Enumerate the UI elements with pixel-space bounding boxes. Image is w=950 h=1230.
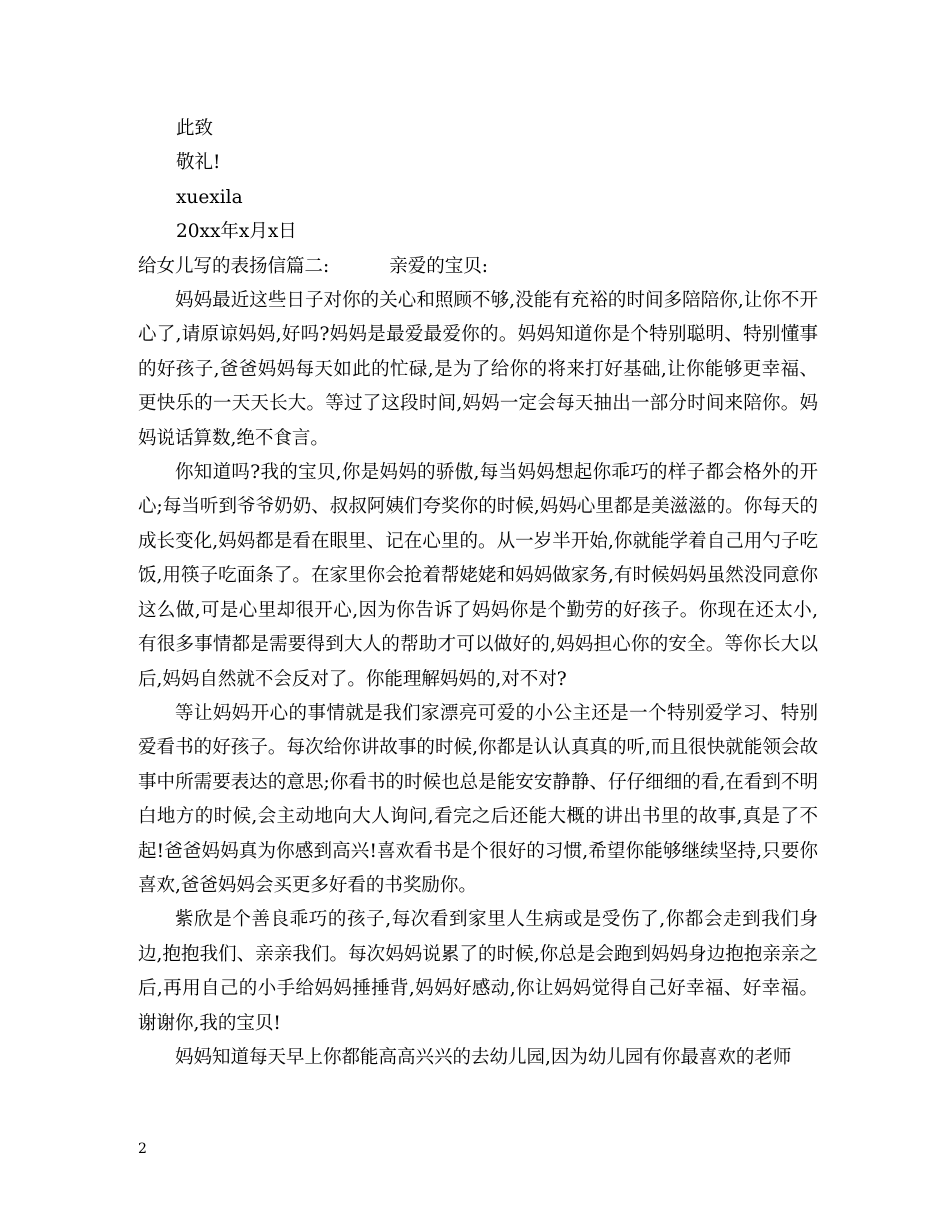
section-salutation: 亲爱的宝贝:: [389, 255, 488, 277]
body-paragraph-5: 妈妈知道每天早上你都能高高兴兴的去幼儿园,因为幼儿园有你最喜欢的老师: [175, 1046, 792, 1068]
body-paragraph-1: 妈妈最近这些日子对你的关心和照顾不够,没能有充裕的时间多陪陪你,让你不开心了,请原谅妈妈,好吗?妈妈是最爱最爱你的。妈妈知道你是个特别聪明、特别懂事的好孩子,爸爸妈妈每天如此的忙碌,是为了给你的将来打好基础,让你能够更幸福、更快乐的一天天长大。等过了这段时间,妈妈一定会每天抽出一部分时间来陪你。妈妈说话算数,绝不食言。: [138, 290, 818, 449]
section-title: 给女儿写的表扬信篇二:: [138, 255, 330, 277]
page-number: 2: [138, 1141, 147, 1157]
section-heading: [138, 250, 818, 284]
body-paragraph-2: 你知道吗?我的宝贝,你是妈妈的骄傲,每当妈妈想起你乖巧的样子都会格外的开心;每当听到爷爷奶奶、叔叔阿姨们夸奖你的时候,妈妈心里都是美滋滋的。你每天的成长变化,妈妈都是看在眼里、记在心里的。从一岁半开始,你就能学着自己用勺子吃饭,用筷子吃面条了。在家里你会抢着帮姥姥和妈妈做家务,有时候妈妈虽然没同意你这么做,可是心里却很开心,因为你告诉了妈妈你是个勤劳的好孩子。你现在还太小,有很多事情都是需要得到大人的帮助才可以做好的,妈妈担心你的安全。等你长大以后,妈妈自然就不会反对了。你能理解妈妈的,对不对?: [138, 462, 818, 690]
letter-signature: xuexila: [176, 186, 243, 208]
body-paragraph-4: 紫欣是个善良乖巧的孩子,每次看到家里人生病或是受伤了,你都会走到我们身边,抱抱我们、亲亲我们。每次妈妈说累了的时候,你总是会跑到妈妈身边抱抱亲亲之后,再用自己的小手给妈妈捶捶背,妈妈好感动,你让妈妈觉得自己好幸福、好幸福。谢谢你,我的宝贝!: [138, 909, 818, 1034]
letter-closing: 此致: [176, 118, 214, 139]
letter-date: 20xx年x月x日: [176, 221, 297, 243]
document-body: [138, 112, 818, 1075]
letter-regards: 敬礼!: [176, 152, 221, 174]
body-paragraph-3: 等让妈妈开心的事情就是我们家漂亮可爱的小公主还是一个特别爱学习、特别爱看书的好孩子。每次给你讲故事的时候,你都是认认真真的听,而且很快就能领会故事中所需要表达的意思;你看书的时候也总是能安安静静、仔仔细细的看,在看到不明白地方的时候,会主动地向大人询问,看完之后还能大概的讲出书里的故事,真是了不起!爸爸妈妈真为你感到高兴!喜欢看书是个很好的习惯,希望你能够继续坚持,只要你喜欢,爸爸妈妈会买更多好看的书奖励你。: [138, 702, 818, 896]
